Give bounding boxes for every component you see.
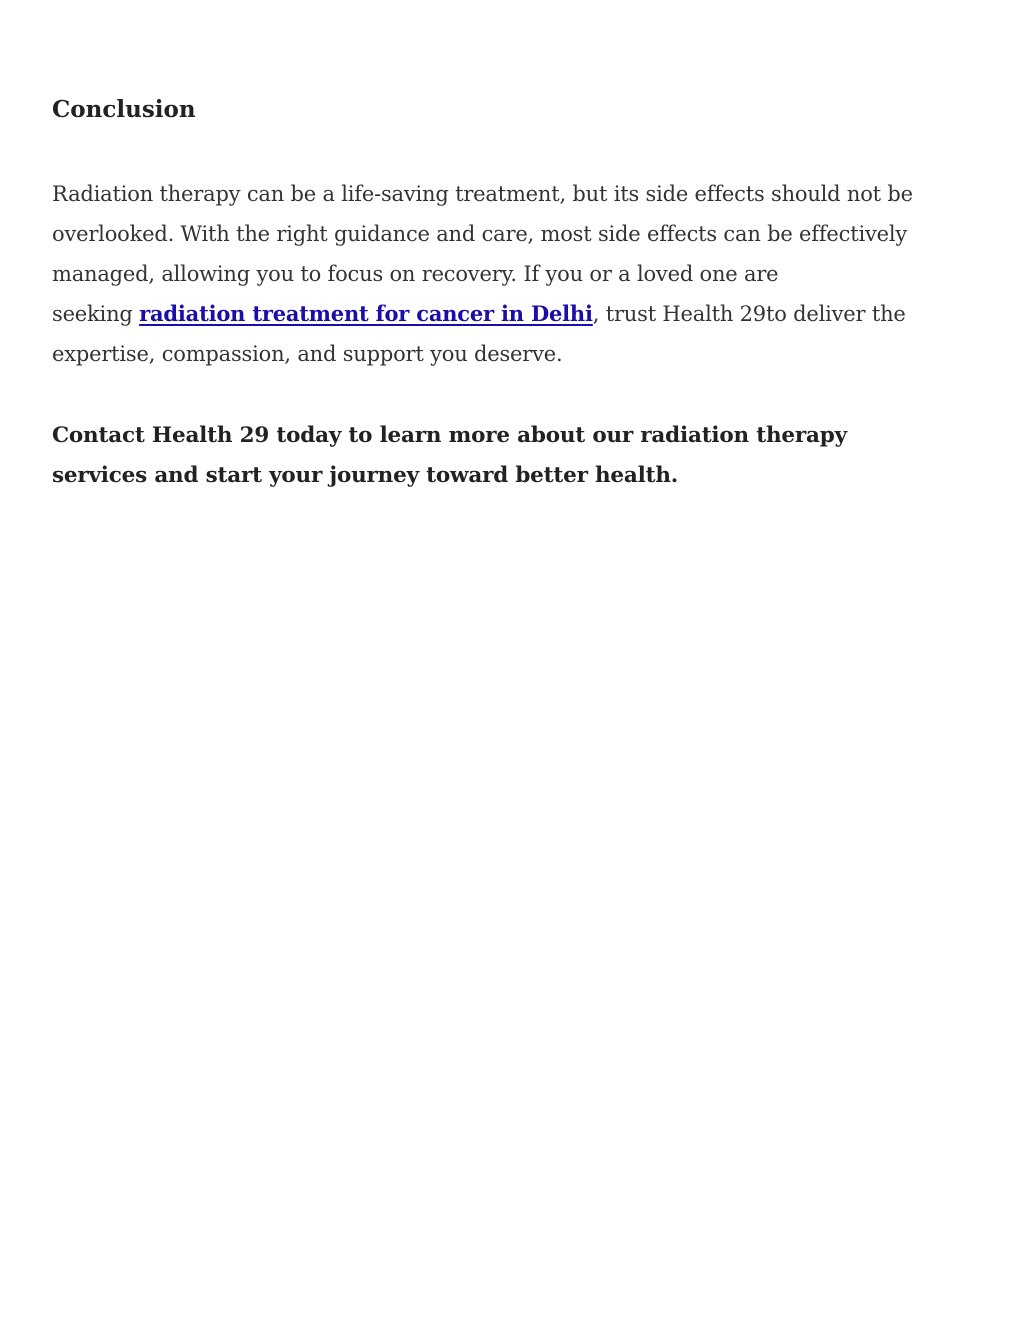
radiation-treatment-link[interactable]: radiation treatment for cancer in Delhi — [139, 301, 593, 326]
paragraph-line-4-prefix: seeking — [52, 302, 140, 326]
article — [52, 90, 982, 496]
paragraph-line-4-suffix: , trust Health 29to deliver the — [592, 302, 906, 326]
contact-cta — [52, 416, 982, 496]
paragraph-line-4 — [52, 294, 982, 334]
cta-line-2: services and start your journey toward better health. — [52, 463, 679, 488]
paragraph-line-3: managed, allowing you to focus on recovery. If you or a loved one are — [52, 262, 779, 286]
paragraph-line-2: overlooked. With the right guidance and care, most side effects can be effectively — [52, 222, 908, 246]
paragraph-line-5: expertise, compassion, and support you deserve. — [52, 342, 563, 366]
cta-line-1: Contact Health 29 today to learn more about our radiation therapy — [52, 423, 847, 448]
conclusion-paragraph — [52, 174, 982, 374]
conclusion-heading: Conclusion — [52, 96, 196, 123]
paragraph-line-1: Radiation therapy can be a life-saving treatment, but its side effects should not be — [52, 182, 913, 206]
